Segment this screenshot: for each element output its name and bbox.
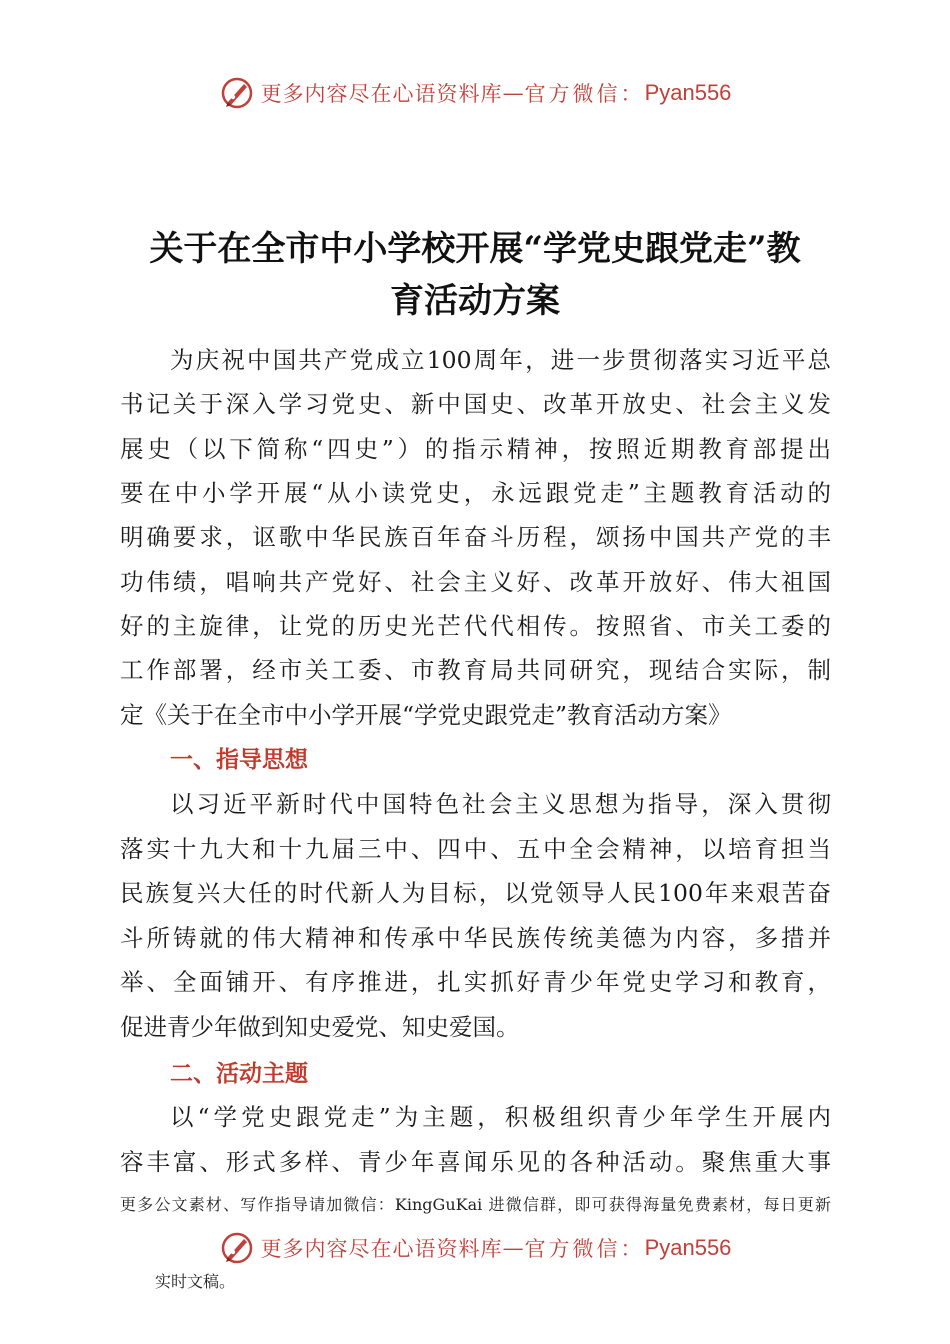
watermark-text: 更多内容尽在心语资料库 bbox=[260, 1237, 503, 1261]
intro-line: 要在中小学开展“从小读党史，永远跟党走”主题教育活动的 bbox=[120, 479, 831, 507]
intro-line: 好的主旋律，让党的历史光芒代代相传。按照省、市关工委的 bbox=[120, 612, 831, 640]
intro-line: 为庆祝中国共产党成立100周年，进一步贯彻落实习近平总 bbox=[170, 346, 831, 374]
section1-line: 斗所铸就的伟大精神和传承中华民族传统美德为内容，多措并 bbox=[120, 924, 831, 952]
section1-line: 以习近平新时代中国特色社会主义思想为指导，深入贯彻 bbox=[170, 790, 831, 818]
section2-line: 容丰富、形式多样、青少年喜闻乐见的各种活动。聚焦重大事 bbox=[120, 1148, 831, 1176]
footer-note-continuation: 实时文稿。 bbox=[155, 1272, 236, 1291]
section-heading-activity-theme: 二、活动主题 bbox=[170, 1061, 308, 1087]
watermark-wechat-label: 官方微信： bbox=[524, 82, 645, 106]
watermark-dash: — bbox=[502, 1236, 525, 1260]
pen-logo-icon bbox=[219, 1230, 255, 1266]
document-title bbox=[100, 223, 850, 327]
watermark-wechat-label: 官方微信： bbox=[524, 1237, 645, 1261]
section2-line: 以“学党史跟党走”为主题，积极组织青少年学生开展内 bbox=[170, 1103, 831, 1131]
watermark-wechat-id: Pyan556 bbox=[644, 80, 732, 105]
intro-line: 书记关于深入学习党史、新中国史、改革开放史、社会主义发 bbox=[120, 390, 831, 418]
title-line-2: 育活动方案 bbox=[390, 281, 560, 321]
intro-line: 明确要求，讴歌中华民族百年奋斗历程，颂扬中国共产党的丰 bbox=[120, 523, 831, 551]
watermark-banner-top bbox=[0, 73, 950, 113]
intro-line: 定《关于在全市中小学开展“学党史跟党走”教育活动方案》 bbox=[120, 701, 732, 729]
section1-line: 举、全面铺开、有序推进，扎实抓好青少年党史学习和教育， bbox=[120, 968, 831, 996]
intro-line: 展史（以下简称“四史”）的指示精神，按照近期教育部提出 bbox=[120, 435, 831, 463]
watermark-text: 更多内容尽在心语资料库 bbox=[260, 82, 503, 106]
section1-line: 促进青少年做到知史爱党、知史爱国。 bbox=[120, 1013, 520, 1041]
section1-line: 民族复兴大任的时代新人为目标，以党领导人民100年来艰苦奋 bbox=[120, 879, 831, 907]
title-line-1: 关于在全市中小学校开展“学党史跟党走”教 bbox=[149, 229, 801, 269]
intro-line: 功伟绩，唱响共产党好、社会主义好、改革开放好、伟大祖国 bbox=[120, 568, 831, 596]
intro-line: 工作部署，经市关工委、市教育局共同研究，现结合实际，制 bbox=[120, 656, 831, 684]
watermark-dash: — bbox=[502, 81, 525, 105]
watermark-banner-bottom bbox=[0, 1228, 950, 1268]
section-heading-guiding-ideology: 一、指导思想 bbox=[170, 747, 308, 773]
watermark-wechat-id: Pyan556 bbox=[644, 1235, 732, 1260]
section1-line: 落实十九大和十九届三中、四中、五中全会精神，以培育担当 bbox=[120, 835, 831, 863]
pen-logo-icon bbox=[219, 75, 255, 111]
footer-note: 更多公文素材、写作指导请加微信：KingGuKai 进微信群，即可获得海量免费素材，每日更新 bbox=[120, 1195, 831, 1214]
